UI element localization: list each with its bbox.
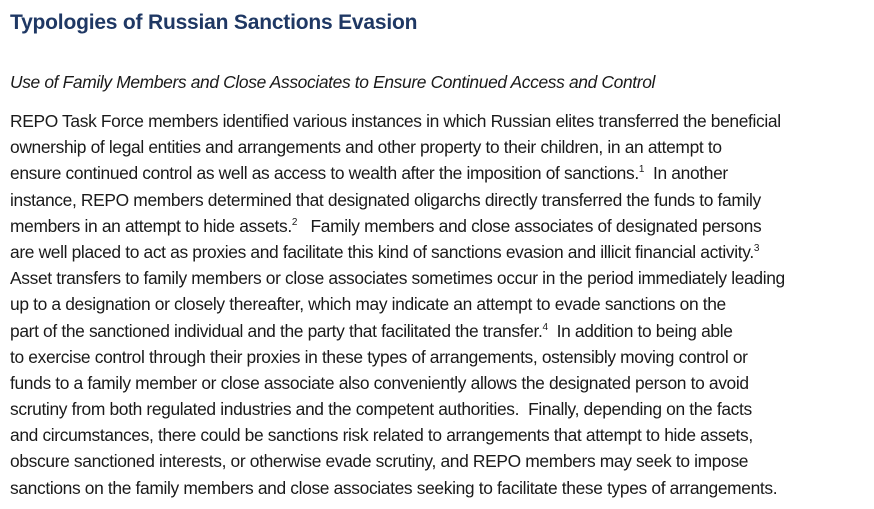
footnote-ref: 3 [753,243,760,255]
paragraph-line: up to a designation or closely thereafter, which may indicate an attempt to evade sanctions on the [10,294,726,315]
paragraph-line: REPO Task Force members identified various instances in which Russian elites transferred the beneficial [10,111,781,131]
paragraph-line: sanctions on the family members and close associates seeking to facilitate these types of arrangements. [10,477,778,498]
paragraph-line: to exercise control through their proxies in these types of arrangements, ostensibly moving control or [10,346,748,367]
section-subheading: Use of Family Members and Close Associates to Ensure Continued Access and Control [10,72,656,92]
paragraph-line: ensure continued control as well as access to wealth after the imposition of sanctions.$^1$ In another [10,163,728,184]
paragraph-line: ownership of legal entities and arrangements and other property to their children, in an attempt to [10,137,722,158]
paragraph-line: obscure sanctioned interests, or otherwise evade scrutiny, and REPO members may seek to impose [10,451,749,472]
footnote-ref: 1 [638,164,645,176]
paragraph-line: funds to a family member or close associate also conveniently allows the designated person to avoid [10,372,749,393]
body-paragraph [10,108,870,501]
paragraph-line: instance, REPO members determined that designated oligarchs directly transferred the funds to family [10,189,761,210]
paragraph-line: and circumstances, there could be sanctions risk related to arrangements that attempt to hide assets, [10,425,753,446]
paragraph-line: Asset transfers to family members or close associates sometimes occur in the period immediately leading [10,268,785,289]
footnote-ref: 2 [291,216,298,228]
paragraph-line: scrutiny from both regulated industries and the competent authorities. Finally, depending on the facts [10,399,752,420]
footnote-ref: 4 [542,321,548,333]
paragraph-line: members in an attempt to hide assets.$^2$ Family members and close associates of designated persons [10,215,762,236]
section-heading: Typologies of Russian Sanctions Evasion [10,11,418,34]
document-page [10,8,870,498]
paragraph-line: part of the sanctioned individual and the party that facilitated the transfer.$^4$ In addition to being able [10,320,733,341]
paragraph-line: are well placed to act as proxies and facilitate this kind of sanctions evasion and illicit financial activity.$^3$ [10,241,760,262]
